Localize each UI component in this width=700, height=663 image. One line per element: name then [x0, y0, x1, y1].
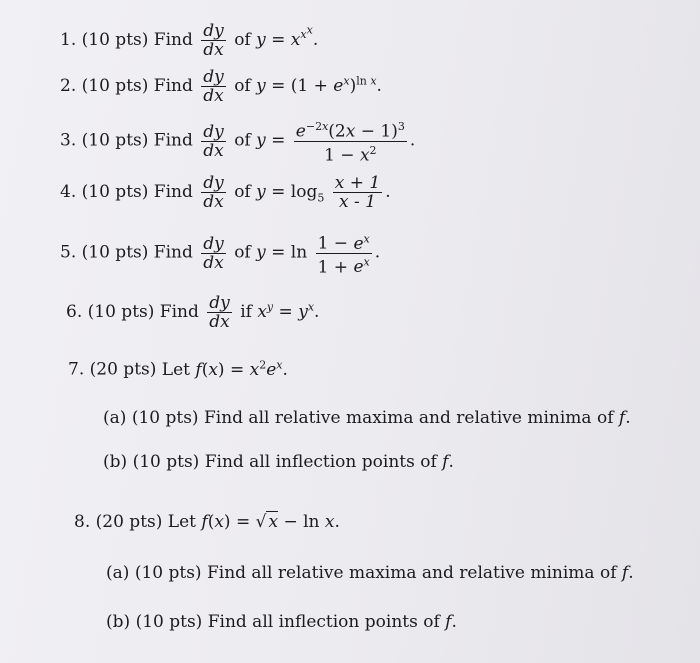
- problem-7b: [103, 452, 454, 472]
- problem-7a: [103, 408, 631, 428]
- of-word: of: [234, 182, 251, 202]
- problem-8b: [106, 612, 457, 632]
- derivative-fraction: $\frac{dy}{dx}$: [203, 121, 224, 161]
- problem-1: [60, 22, 318, 59]
- problem-number: 6.: [66, 302, 83, 322]
- find-word: Find: [153, 130, 193, 151]
- problem-number: 7.: [68, 359, 85, 380]
- points: (10 pts): [87, 302, 155, 322]
- points: (10 pts): [134, 563, 202, 583]
- find-word: Find: [153, 30, 193, 50]
- points: (10 pts): [81, 130, 149, 151]
- problem-4: 4. (10 pts) Find $\frac{dy}{dx}$ of $y = \log_5$ $\frac{x + 1}{x - 1}$ .: [60, 173, 391, 212]
- derivative-fraction: $\frac{dy}{dx}$: [203, 173, 224, 212]
- points: (20 pts): [89, 359, 157, 380]
- part-label: (a): [103, 408, 127, 428]
- points: (10 pts): [81, 76, 149, 96]
- problem-text: Let f(x) = √ x − ln x.: [167, 512, 340, 532]
- derivative-fraction: $\frac{dy}{dx}$: [203, 233, 224, 273]
- lhs: y: [256, 130, 266, 151]
- problem-number: 4.: [60, 182, 77, 202]
- find-word: Find: [159, 302, 199, 322]
- function-fraction: $\frac{1 - e^x}{1 + e^x}$: [317, 232, 370, 278]
- points: (10 pts): [81, 30, 149, 50]
- find-word: Find: [153, 182, 193, 202]
- of-word: of: [234, 30, 251, 50]
- points: (10 pts): [131, 408, 199, 428]
- find-word: Find: [153, 242, 193, 263]
- problem-2: [60, 68, 382, 105]
- points: (10 pts): [135, 612, 203, 632]
- problem-number: 2.: [60, 76, 77, 96]
- problem-3: 3. (10 pts) Find $\frac{dy}{dx}$ of y = $\frac{e^{-2x}(2x - 1)^3}{1 - x^2}$ .: [60, 120, 416, 166]
- problem-number: 3.: [60, 130, 77, 151]
- part-text: Find all relative maxima and relative minima of f.: [206, 563, 634, 583]
- problem-number: 8.: [74, 512, 91, 532]
- part-label: (a): [106, 563, 130, 583]
- part-text: Find all inflection points of f.: [204, 452, 454, 472]
- derivative-fraction: $\frac{dy}{dx}$: [203, 21, 224, 60]
- problem-8a: [106, 563, 634, 583]
- problem-number: 5.: [60, 242, 77, 263]
- of-word: of: [234, 130, 251, 151]
- points: (20 pts): [95, 512, 163, 532]
- function-expression: $y = (1 + e^x)^{ln x}$.: [256, 74, 382, 96]
- points: (10 pts): [132, 452, 200, 472]
- points: (10 pts): [81, 242, 149, 263]
- part-label: (b): [103, 452, 128, 472]
- problem-8: [74, 512, 340, 532]
- derivative-fraction: $\frac{dy}{dx}$: [203, 67, 224, 106]
- condition: if $x^y = y^x$.: [240, 300, 320, 322]
- part-label: (b): [106, 612, 131, 632]
- problem-text: Let $f(x) = x^2e^x$.: [161, 358, 288, 380]
- of-word: of: [234, 76, 251, 96]
- period: .: [385, 182, 391, 202]
- problem-6: [66, 294, 319, 331]
- function-fraction: $\frac{e^{-2x}(2x - 1)^3}{1 - x^2}$: [295, 120, 405, 166]
- derivative-fraction: $\frac{dy}{dx}$: [209, 293, 230, 332]
- function-fraction: $\frac{x + 1}{x - 1}$: [334, 173, 381, 212]
- of-word: of: [234, 242, 251, 263]
- log-base: 5: [317, 191, 325, 205]
- problem-7: [68, 358, 288, 380]
- function-expression: $y = x^{x^x}$.: [256, 23, 319, 50]
- problem-5: 5. (10 pts) Find $\frac{dy}{dx}$ of y = ln $\frac{1 - e^x}{1 + e^x}$ .: [60, 232, 381, 278]
- problem-number: 1.: [60, 30, 77, 50]
- part-text: Find all inflection points of f.: [207, 612, 457, 632]
- points: (10 pts): [81, 182, 149, 202]
- find-word: Find: [153, 76, 193, 96]
- part-text: Find all relative maxima and relative minima of f.: [203, 408, 631, 428]
